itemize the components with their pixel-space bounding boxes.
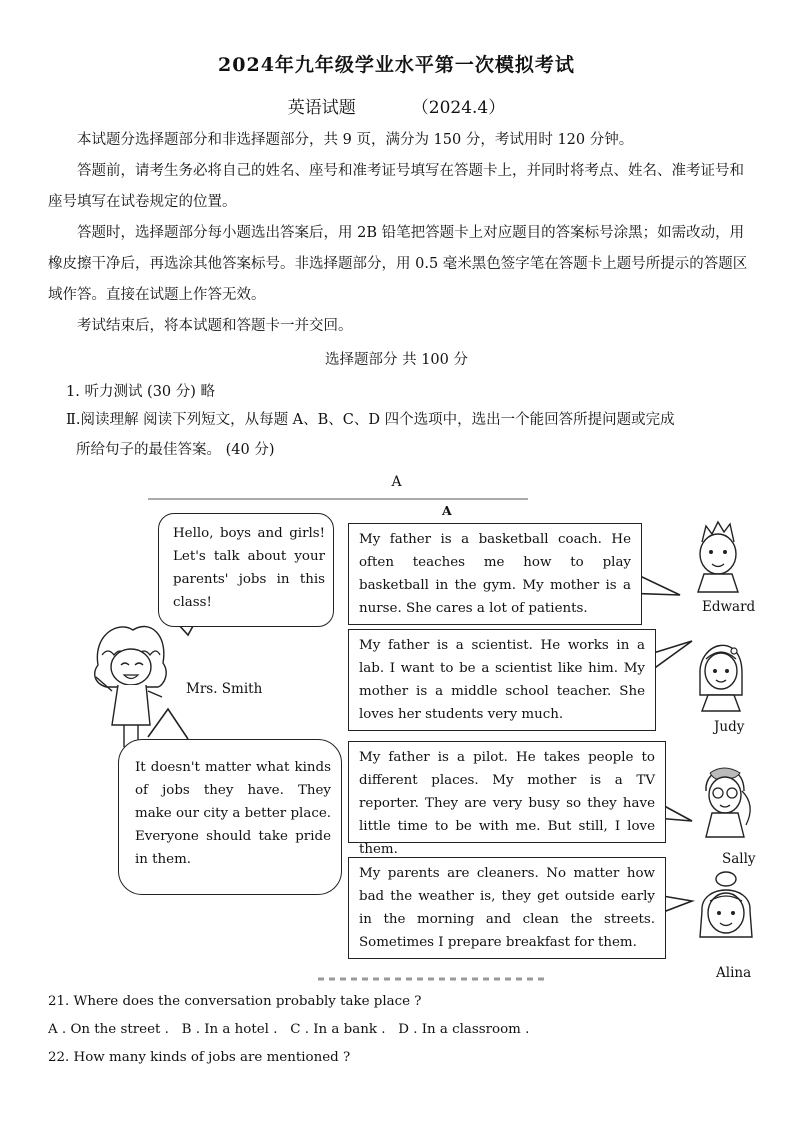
exam-subtitle: [0, 93, 793, 118]
section-heading: 选择题部分 共 100 分: [324, 352, 468, 368]
bubble-tail: [148, 709, 188, 739]
student-illustration-sally: [706, 768, 750, 837]
question-21-options: A . On the street . B . In a hotel . C . In a bank . D . In a classroom .: [48, 1022, 530, 1037]
student-illustration-alina: [700, 872, 752, 937]
part2-line1: Ⅱ.阅读理解 阅读下列短文，从每题 A、B、C、D 四个选项中，选出一个能回答所提问题或完成: [66, 412, 675, 428]
inner-passage-letter: A: [442, 503, 452, 518]
teacher-bubble-message: [118, 739, 342, 895]
exam-title: 2024年九年级学业水平第一次模拟考试: [218, 54, 575, 76]
edward-text: My father is a basketball coach. He often teaches me how to play basketball in the gym. My mother is a nurse. She cares a lot of patients.: [359, 532, 631, 616]
exam-date: （2024.4）: [411, 98, 506, 118]
instructions-block: [48, 125, 748, 342]
instruction-paragraph: 本试题分选择题部分和非选择题部分，共 9 页，满分为 150 分，考试用时 120 分钟。: [77, 132, 634, 148]
subject-label: 英语试题: [287, 98, 356, 118]
teacher-bubble-greeting: [158, 513, 334, 627]
judy-text: My father is a scientist. He works in a lab. I want to be a scientist like him. My mother is a middle school teacher. She loves her students very much.: [359, 638, 645, 722]
question-22-stem: 22. How many kinds of jobs are mentioned ?: [48, 1050, 351, 1065]
student-name-alina: Alina: [716, 965, 752, 981]
instruction-paragraph: 答题时，选择题部分每小题选出答案后，用 2B 铅笔把答题卡上对应题目的答案标号涂黑；如需改动，用橡皮擦干净后，再选涂其他答案标号。非选择题部分，用 0.5 毫米黑色签字笔在答题卡上题号所提示的答题区域作答。直接在试题上作答无效。: [48, 225, 748, 303]
student-bubble-judy: [348, 629, 656, 731]
teacher-name: Mrs. Smith: [186, 681, 263, 697]
question-21-stem: 21. Where does the conversation probably take place ?: [48, 994, 422, 1009]
comic-figure: [88, 495, 778, 985]
part2-line2: 所给句子的最佳答案。 (40 分): [76, 442, 275, 458]
part2-reading-instructions: [66, 405, 756, 465]
student-bubble-edward: [348, 523, 642, 625]
teacher-message-text: It doesn't matter what kinds of jobs they have. They make our city a better place. Everyone should take pride in them.: [135, 760, 331, 867]
instruction-paragraph: 答题前，请考生务必将自己的姓名、座号和准考证号填写在答题卡上，并同时将考点、姓名、准考证号和座号填写在试卷规定的位置。: [48, 163, 744, 210]
sally-text: My father is a pilot. He takes people to different places. My mother is a TV reporter. They are very busy so they have little time to be with me. But still, I love them.: [359, 750, 655, 857]
student-illustration-edward: [698, 522, 738, 592]
student-name-judy: Judy: [714, 719, 745, 735]
student-bubble-sally: [348, 741, 666, 857]
instruction-paragraph: 考试结束后，将本试题和答题卡一并交回。: [77, 318, 353, 334]
teacher-greeting-text: Hello, boys and girls! Let's talk about your parents' jobs in this class!: [173, 526, 325, 610]
student-bubble-alina: [348, 857, 666, 959]
student-name-sally: Sally: [722, 851, 756, 867]
passage-letter: A: [391, 474, 402, 490]
part1-listening: 1. 听力测试 (30 分) 略: [66, 384, 216, 400]
student-name-edward: Edward: [702, 599, 756, 615]
alina-text: My parents are cleaners. No matter how bad the weather is, they get outside early in the morning and clean the streets. Sometimes I prepare breakfast for them.: [359, 866, 655, 950]
student-illustration-judy: [700, 645, 742, 711]
